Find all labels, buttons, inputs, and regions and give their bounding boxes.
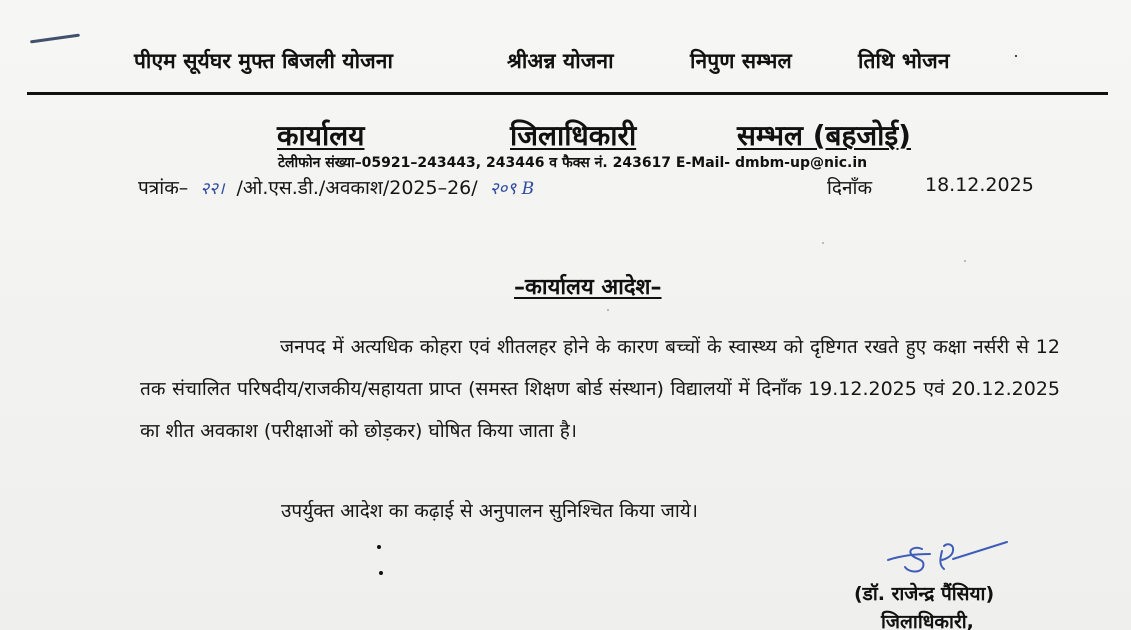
order-heading-right-dash: – [650,275,662,300]
scheme-nipun-sambhal: निपुण सम्भल [690,49,792,73]
reference-line [138,174,540,200]
paper-speck [377,545,381,549]
header-rule [27,92,1108,95]
scheme-shri-anna: श्रीअन्न योजना [507,49,614,73]
scheme-pm-surya-ghar: पीएम सूर्यघर मुफ्त बिजली योजना [134,49,393,73]
scheme-tithi-bhojan: तिथि भोजन [858,49,950,73]
office-heading-sambhal: सम्भल (बहजोई) [737,119,911,152]
order-heading-left-dash: – [514,275,525,300]
contact-details: टेलीफोन संख्या–05921–243443, 243446 व फैक्स नं. 243617 E-Mail- dmbm-up@nic.in [278,155,868,171]
order-heading [514,271,662,301]
date-label: दिनाँक [827,177,873,199]
paper-speck [607,309,609,311]
signatory-title: जिलाधिकारी, [881,611,974,630]
paper-speck [964,260,966,262]
paper-speck [1015,55,1017,57]
handwritten-reference-suffix: २०९ B [489,179,535,199]
pen-mark [30,34,80,44]
handwritten-reference-number: २२। [200,179,225,199]
reference-label: पत्रांक– [138,177,189,199]
signature-mark [880,536,1020,586]
paper-speck [822,242,824,244]
signatory-name: (डॉ. राजेन्द्र पैंसिया) [854,583,995,605]
order-heading-text: कार्यालय आदेश [525,275,651,300]
office-heading-karyalay: कार्यालय [277,119,365,152]
office-heading-jiladhikari: जिलाधिकारी [510,119,637,152]
compliance-instruction: उपर्युक्त आदेश का कढ़ाई से अनुपालन सुनिश्चित किया जाये। [281,500,698,522]
order-paragraph: जनपद में अत्यधिक कोहरा एवं शीतलहर होने के कारण बच्चों के स्वास्थ्य को दृष्टिगत रखते हुए कक्षा नर्सरी से 12 तक संचालित परिषदीय/राजकीय/सहायता प्राप्त (समस्त शिक्षण बोर्ड संस्थान) विद्यालयों में दिनाँक 19.12.2025 एवं 20.12.2025 का शीत अवकाश (परीक्षाओं को छोड़कर) घोषित किया जाता है। [140,336,1060,442]
paper-speck [379,571,383,575]
reference-code: /ओ.एस.डी./अवकाश/2025–26/ [236,177,478,199]
date-value: 18.12.2025 [925,174,1034,196]
